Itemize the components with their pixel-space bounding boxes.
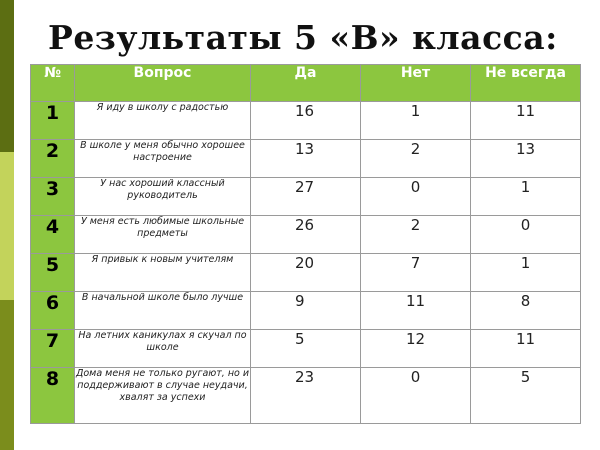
table-row xyxy=(31,254,581,292)
question-text: У нас хороший классный руководитель xyxy=(75,178,251,216)
decor-stripe-middle xyxy=(0,152,14,300)
row-number: 6 xyxy=(31,292,75,330)
yes-count: 26 xyxy=(251,216,361,254)
row-number: 1 xyxy=(31,102,75,140)
no-count: 2 xyxy=(361,140,471,178)
no-count: 12 xyxy=(361,330,471,368)
no-count: 11 xyxy=(361,292,471,330)
no-count: 0 xyxy=(361,368,471,424)
header-yes: Да xyxy=(251,65,361,102)
row-number: 4 xyxy=(31,216,75,254)
header-question: Вопрос xyxy=(75,65,251,102)
yes-count: 9 xyxy=(251,292,361,330)
decor-stripe-top xyxy=(0,0,14,152)
table-row xyxy=(31,216,581,254)
yes-count: 13 xyxy=(251,140,361,178)
row-number: 5 xyxy=(31,254,75,292)
sometimes-count: 5 xyxy=(471,368,581,424)
decor-stripe-bottom xyxy=(0,300,14,450)
yes-count: 20 xyxy=(251,254,361,292)
no-count: 2 xyxy=(361,216,471,254)
table-row xyxy=(31,368,581,424)
no-count: 7 xyxy=(361,254,471,292)
header-number: № xyxy=(31,65,75,102)
row-number: 2 xyxy=(31,140,75,178)
sometimes-count: 8 xyxy=(471,292,581,330)
table-row xyxy=(31,102,581,140)
row-number: 8 xyxy=(31,368,75,424)
results-table xyxy=(30,64,581,424)
table-row xyxy=(31,178,581,216)
row-number: 3 xyxy=(31,178,75,216)
table-row xyxy=(31,330,581,368)
header-sometimes: Не всегда xyxy=(471,65,581,102)
sometimes-count: 11 xyxy=(471,330,581,368)
question-text: В начальной школе было лучше xyxy=(75,292,251,330)
question-text: Дома меня не только ругают, но и поддерживают в случае неудачи, хвалят за успехи xyxy=(75,368,251,424)
sometimes-count: 0 xyxy=(471,216,581,254)
no-count: 1 xyxy=(361,102,471,140)
yes-count: 16 xyxy=(251,102,361,140)
question-text: У меня есть любимые школьные предметы xyxy=(75,216,251,254)
header-row xyxy=(31,65,581,102)
table-row xyxy=(31,292,581,330)
no-count: 0 xyxy=(361,178,471,216)
question-text: На летних каникулах я скучал по школе xyxy=(75,330,251,368)
yes-count: 5 xyxy=(251,330,361,368)
question-text: В школе у меня обычно хорошее настроение xyxy=(75,140,251,178)
header-no: Нет xyxy=(361,65,471,102)
sometimes-count: 1 xyxy=(471,254,581,292)
yes-count: 23 xyxy=(251,368,361,424)
sometimes-count: 1 xyxy=(471,178,581,216)
row-number: 7 xyxy=(31,330,75,368)
sometimes-count: 13 xyxy=(471,140,581,178)
page-title: Результаты 5 «В» класса: xyxy=(48,18,558,57)
yes-count: 27 xyxy=(251,178,361,216)
sometimes-count: 11 xyxy=(471,102,581,140)
question-text: Я иду в школу с радостью xyxy=(75,102,251,140)
question-text: Я привык к новым учителям xyxy=(75,254,251,292)
table-row xyxy=(31,140,581,178)
